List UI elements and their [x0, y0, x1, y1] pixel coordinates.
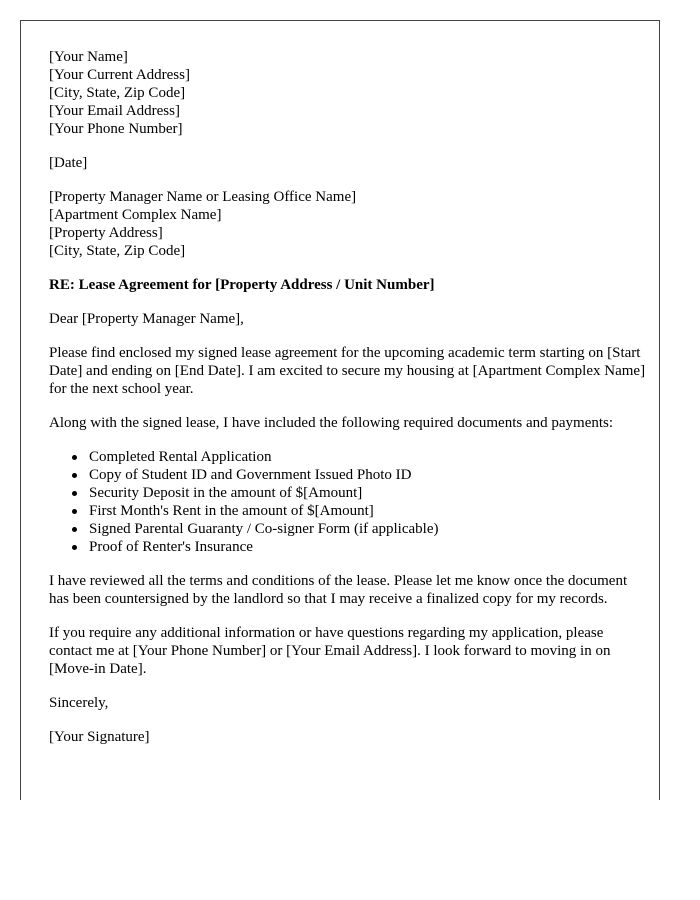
sender-phone: [Your Phone Number] — [49, 121, 183, 137]
recipient-city-state-zip: [City, State, Zip Code] — [49, 243, 186, 259]
list-item — [89, 502, 649, 520]
list-item-label: First Month's Rent in the amount of $[Amount] — [89, 503, 374, 519]
list-item — [89, 484, 649, 502]
recipient-complex: [Apartment Complex Name] — [49, 207, 222, 223]
documents-list — [49, 448, 649, 556]
documents-lead-paragraph: Along with the signed lease, I have included the following required documents and payments: — [49, 415, 614, 431]
letter-body — [49, 48, 649, 762]
closing: Sincerely, — [49, 695, 109, 711]
list-item — [89, 538, 649, 556]
bullet-icon — [72, 455, 77, 460]
list-item — [89, 448, 649, 466]
sender-block — [49, 48, 649, 138]
letter-date: [Date] — [49, 155, 88, 171]
sender-email: [Your Email Address] — [49, 103, 180, 119]
sender-city-state-zip: [City, State, Zip Code] — [49, 85, 186, 101]
recipient-block — [49, 188, 649, 260]
bullet-icon — [72, 473, 77, 478]
bullet-icon — [72, 527, 77, 532]
bullet-icon — [72, 545, 77, 550]
sender-name: [Your Name] — [49, 49, 128, 65]
salutation: Dear [Property Manager Name], — [49, 311, 244, 327]
sender-address: [Your Current Address] — [49, 67, 190, 83]
list-item — [89, 520, 649, 538]
list-item-label: Signed Parental Guaranty / Co-signer Form (if applicable) — [89, 521, 439, 537]
subject-line: RE: Lease Agreement for [Property Address / Unit Number] — [49, 277, 435, 293]
recipient-name: [Property Manager Name or Leasing Office Name] — [49, 189, 357, 205]
signature: [Your Signature] — [49, 729, 150, 745]
letter-page — [20, 20, 660, 800]
list-item-label: Security Deposit in the amount of $[Amount] — [89, 485, 363, 501]
date-line — [49, 154, 649, 172]
list-item-label: Completed Rental Application — [89, 449, 272, 465]
bullet-icon — [72, 491, 77, 496]
contact-paragraph: If you require any additional information or have questions regarding my application, please contact me at [Your Phone Number] or [Your Email Address]. I look forward to moving in on [Move-in Date]. — [49, 625, 611, 677]
recipient-address: [Property Address] — [49, 225, 163, 241]
review-paragraph: I have reviewed all the terms and conditions of the lease. Please let me know once the document has been countersigned by the landlord so that I may receive a finalized copy for my records. — [49, 573, 628, 607]
list-item-label: Proof of Renter's Insurance — [89, 539, 253, 555]
list-item — [89, 466, 649, 484]
intro-paragraph: Please find enclosed my signed lease agreement for the upcoming academic term starting on [Start Date] and ending on [End Date]. I am excited to secure my housing at [Apartment Complex Name] for the next school year. — [49, 345, 646, 397]
bullet-icon — [72, 509, 77, 514]
list-item-label: Copy of Student ID and Government Issued Photo ID — [89, 467, 412, 483]
